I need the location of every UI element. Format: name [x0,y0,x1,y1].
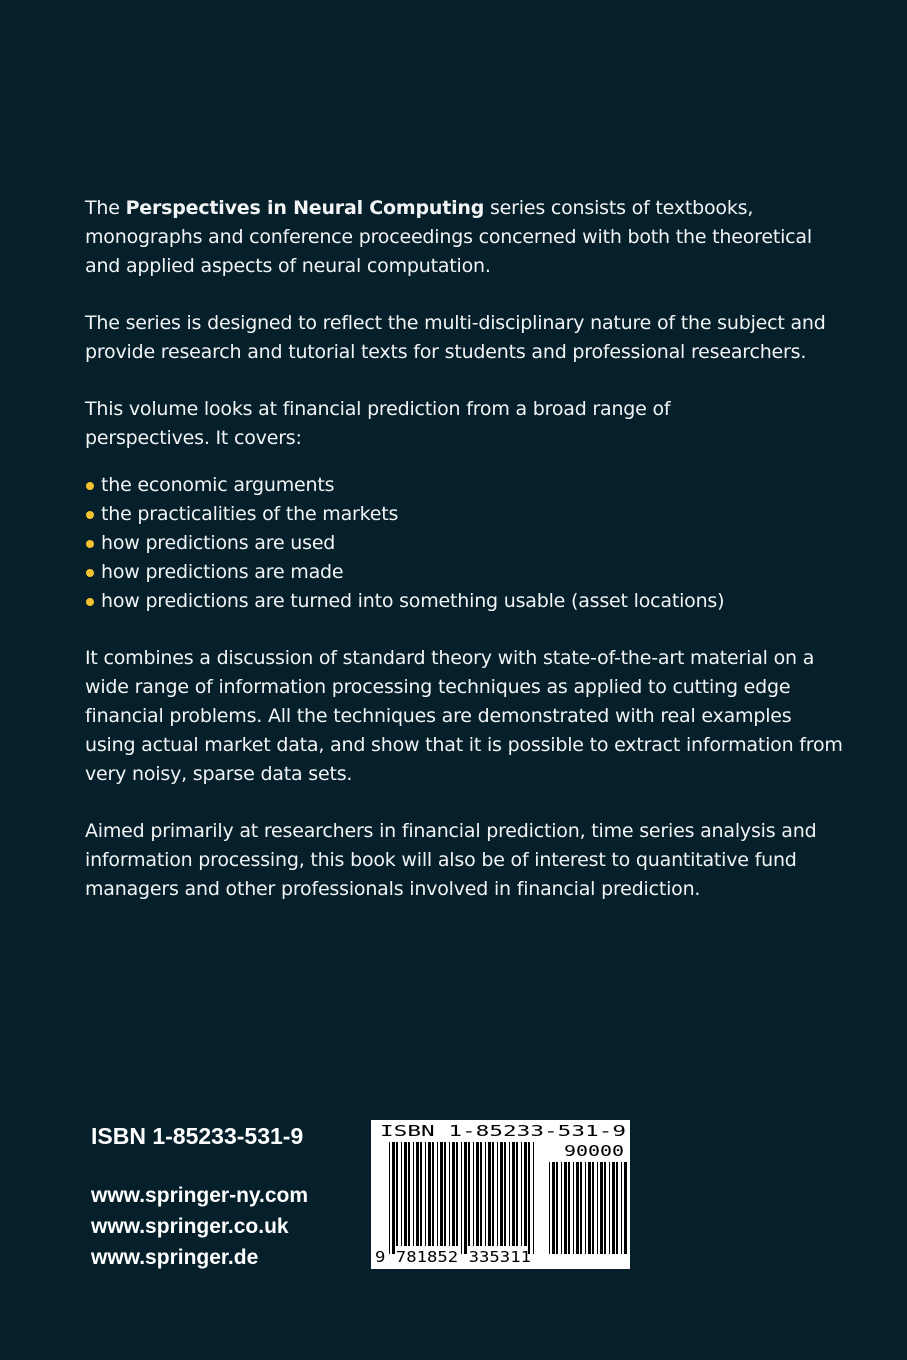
audience-paragraph: Aimed primarily at researchers in financial prediction, time series analysis and information processing, this book will also be of interest to quantitative fund managers and other professionals involved in financial prediction. [85,820,817,900]
barcode-bar [468,1142,470,1246]
website-link[interactable]: www.springer.de [91,1246,259,1269]
barcode-bar [404,1142,407,1246]
publisher-websites [91,1180,308,1273]
barcode-bar [509,1142,510,1246]
barcode-bar [624,1162,627,1254]
barcode-bar [600,1162,603,1254]
barcode-bar [549,1162,550,1254]
barcode-bar [408,1142,410,1246]
barcode-bar [588,1162,591,1254]
bullet-dot-icon [86,569,94,577]
isbn-number: ISBN 1-85233-531-9 [91,1123,304,1149]
barcode-bar [413,1142,414,1246]
barcode-bar [500,1142,503,1246]
barcode-bar [485,1142,486,1246]
barcode-bar [573,1162,574,1254]
barcode-bar [597,1162,598,1254]
barcode-bar [449,1142,450,1246]
barcode-bar [580,1162,582,1254]
barcode-bar [425,1142,426,1246]
barcode-bar [604,1162,606,1254]
barcode-bar [416,1142,419,1246]
barcode-bar [389,1142,390,1254]
barcode-bar [512,1142,515,1246]
bullet-dot-icon [86,482,94,490]
barcode-bar [428,1142,431,1246]
barcode-bar [592,1162,594,1254]
bullet-dot-icon [86,540,94,548]
barcode-bar [476,1142,479,1246]
barcode-bar [521,1142,522,1246]
barcode-bar [392,1142,395,1254]
barcode-graphic [371,1120,630,1269]
techniques-paragraph: It combines a discussion of standard theory with state-of-the-art material on a wide range of information processing techniques as applied to cutting edge financial problems. All the techniques are demonstrated with real examples using actual market data, and show that it is possible to extract information from very noisy, sparse data sets. [85,647,843,785]
list-item: how predictions are made [85,558,845,587]
barcode-bar [524,1142,527,1246]
barcode-bar [464,1142,467,1254]
list-item: the practicalities of the markets [85,500,845,529]
barcode-bar [456,1142,458,1246]
barcode-bar [473,1142,474,1246]
barcode-bar [576,1162,579,1254]
list-item: how predictions are used [85,529,845,558]
barcode-bar [497,1142,498,1246]
isbn-barcode [371,1120,630,1269]
barcode-bar [516,1142,518,1246]
barcode-ean-digits: 9 781852 335311 [375,1248,531,1266]
barcode-bar [420,1142,422,1246]
barcode-bar [432,1142,434,1246]
bullet-dot-icon [86,598,94,606]
barcode-bar [564,1162,567,1254]
barcode-bar [556,1162,558,1254]
barcode-bar [621,1162,622,1254]
barcode-bar [528,1142,530,1254]
series-name: Perspectives in Neural Computing [125,197,485,219]
back-cover-blurb [85,194,845,932]
list-item: the economic arguments [85,471,845,500]
barcode-bar [461,1142,462,1254]
barcode-bar [452,1142,455,1246]
bullet-dot-icon [86,511,94,519]
barcode-bar [585,1162,586,1254]
barcode-bar [552,1162,555,1254]
barcode-bar [609,1162,610,1254]
barcode-bar [568,1162,570,1254]
barcode-bar [616,1162,618,1254]
barcode-bar [488,1142,491,1246]
website-link[interactable]: www.springer.co.uk [91,1215,289,1238]
covered-topics-list [85,471,845,616]
barcode-addon-text: 90000 [564,1142,624,1160]
barcode-isbn-text: ISBN 1-85233-531-9 [380,1122,626,1140]
volume-intro-paragraph: This volume looks at financial prediction from a broad range of perspectives. It covers: [85,398,671,449]
barcode-bar [437,1142,438,1246]
series-paragraph: The Perspectives in Neural Computing series consists of textbooks, monographs and conference proceedings concerned with both the theoretical and applied aspects of neural computation. [85,197,812,277]
list-item: how predictions are turned into something usable (asset locations) [85,587,845,616]
website-link[interactable]: www.springer-ny.com [91,1184,309,1207]
series-purpose-paragraph: The series is designed to reflect the multi-disciplinary nature of the subject and provide research and tutorial texts for students and professional researchers. [85,312,826,363]
barcode-bar [492,1142,494,1246]
barcode-bar [440,1142,443,1246]
barcode-bar [401,1142,402,1246]
addon-barcode-bars [549,1162,627,1254]
barcode-bar [480,1142,482,1246]
barcode-bar [612,1162,615,1254]
barcode-bar [504,1142,506,1246]
barcode-bar [533,1142,534,1254]
barcode-bar [444,1142,446,1246]
barcode-bar [561,1162,562,1254]
main-barcode-bars [389,1142,534,1254]
barcode-bar [396,1142,398,1246]
